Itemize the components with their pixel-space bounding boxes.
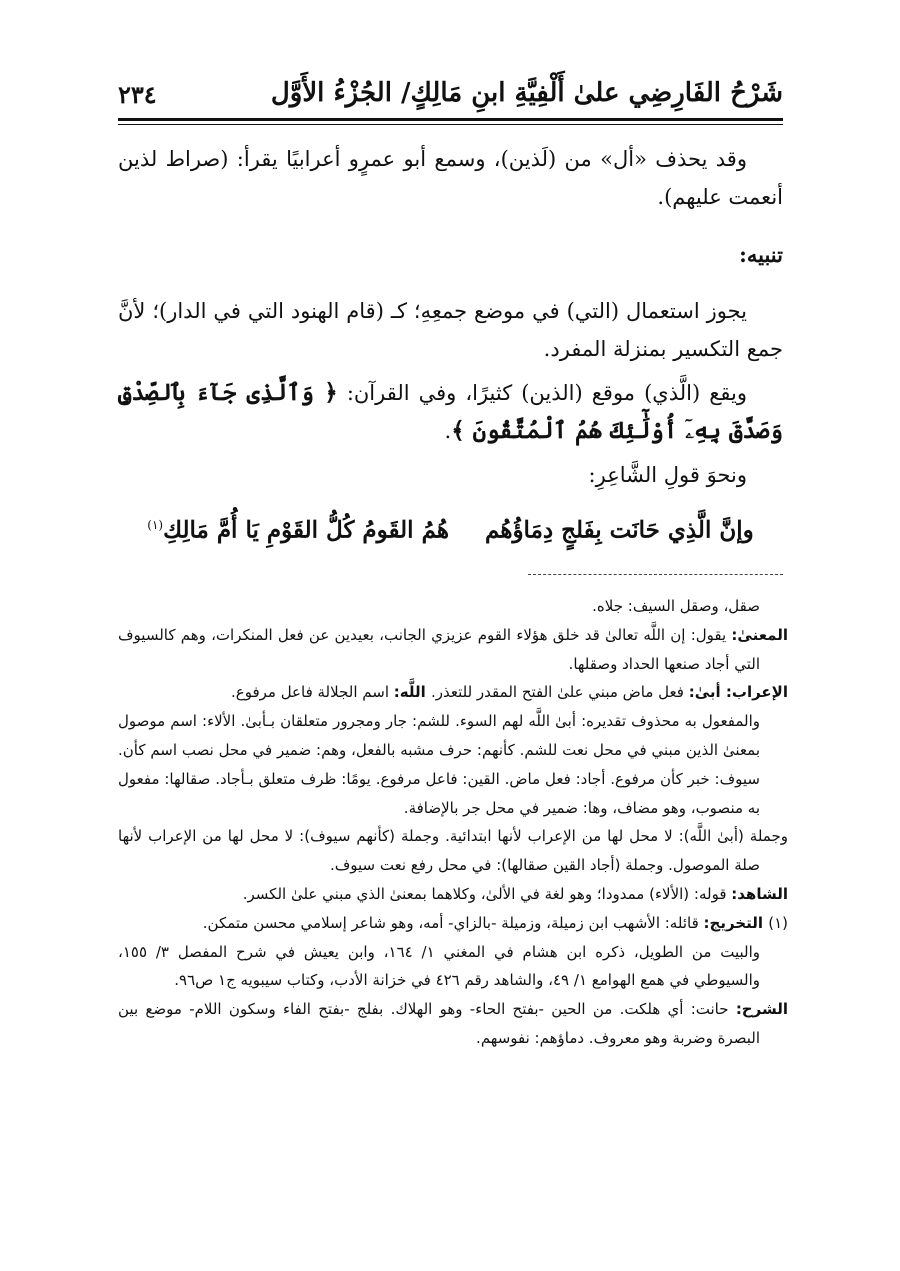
paragraph-quran — [118, 374, 783, 450]
note-label: الشاهد: — [731, 884, 788, 903]
paragraph-text: ويقع (الَّذي) موقع (الذين) كثيرًا، وفي القرآن: — [337, 381, 747, 405]
verse-second-hemistich: هُمُ القَومُ كُلُّ القَوْمِ يَا أُمَّ مَالِكِ — [163, 516, 450, 544]
footnote-number: (١) — [768, 913, 788, 932]
verse-first-hemistich: وإنَّ الَّذِي حَانَت بِفَلجٍ دِمَاؤُهُم — [485, 516, 754, 544]
footnotes — [118, 592, 788, 1053]
header-rule-thick — [118, 118, 783, 121]
note-label: الإعراب: — [725, 683, 788, 702]
note-text: قائله: الأشهب ابن زميلة، وزميلة -بالزاي- أمه، وهو شاعر إسلامي محسن متمكن. — [202, 913, 704, 932]
main-text — [118, 140, 783, 550]
note-label: التخريج: — [703, 913, 769, 932]
running-header — [118, 78, 783, 112]
paragraph: يجوز استعمال (التي) في موضع جمعِهِ؛ كـ (قام الهنود التي في الدار)؛ لأنَّ جمع التكسير بمنزلة المفرد. — [118, 299, 783, 361]
note-term: أبىٰ: — [688, 683, 726, 702]
note-parsing — [118, 678, 788, 707]
page-number: ٢٣٤ — [118, 80, 157, 109]
note-line: والمفعول به محذوف تقديره: أبىٰ اللَّه لهم السوء. للشم: جار ومجرور متعلقان بـأبىٰ. الألاء: اسم موصول بمعنىٰ الذين مبني في محل نعت للشم. كأنهم: حرف مشبه بالفعل، وهم: ضمير في محل نصب اسم كأن. سيوف: خبر كأن مرفوع. أجاد: فعل ماض. القين: فاعل مرفوع. يومًا: ظرف متعلق بـأجاد. صقالها: مفعول به منصوب، وهو مضاف، وها: ضمير في محل جر بالإضافة. — [118, 712, 760, 817]
note-label: المعنىٰ: — [731, 625, 788, 644]
note-text: قوله: (الألاء) ممدودا؛ وهو لغة في الألىٰ، وكلاهما بمعنىٰ الذي مبني علىٰ الكسر. — [242, 884, 732, 903]
note-meaning — [118, 621, 788, 679]
note-evidence — [118, 880, 788, 909]
note-text: فعل ماض مبني علىٰ الفتح المقدر للتعذر. — [430, 683, 689, 702]
header-title: شَرْحُ الفَارِضِي علىٰ أَلْفِيَّةِ ابنِ مَالِكٍ/ الجُزْءُ الأَوَّل — [270, 78, 783, 108]
poetry-verse — [118, 506, 783, 550]
paragraph: ونحوَ قولِ الشَّاعِرِ: — [588, 463, 747, 487]
note-line: وجملة (أبىٰ اللَّه): لا محل لها من الإعراب لأنها ابتدائية. وجملة (كأنهم سيوف): لا محل لها من الإعراب لأنها صلة الموصول. وجملة (أجاد القين صقالها): في محل رفع نعت سيوف. — [118, 827, 788, 875]
paragraph: وقد يحذف «أل» من (لَذين)، وسمع أبو عمرٍو أعرابيًا يقرأ: (صراط لذين أنعمت عليهم). — [118, 147, 783, 209]
note-explanation — [118, 995, 788, 1053]
quran-verse: ﴿ وَٱلَّذِى جَآءَ بِٱلصِّدْقِ وَصَدَّقَ بِهِۦٓ أُوْلَٰٓئِكَ هُمُ ٱلْمُتَّقُونَ ﴾ — [118, 379, 783, 444]
note-line: والبيت من الطويل، ذكره ابن هشام في المغني ١/ ١٦٤، وابن يعيش في شرح المفصل ٣/ ١٥٥، والسيوطي في همع الهوامع ١/ ٤٩، والشاهد رقم ٤٢٦ في خزانة الأدب، وكتاب سيبويه ج١ ص٩٦. — [118, 942, 760, 990]
note-line: صقل، وصقل السيف: جلاه. — [592, 597, 760, 615]
section-heading: تنبيه: — [739, 242, 783, 267]
note-text: اسم الجلالة فاعل مرفوع. — [230, 683, 394, 702]
paragraph-end: . — [444, 419, 452, 443]
note-text: حانت: أي هلكت. من الحين -بفتح الحاء- وهو الهلاك. بفلج -بفتح الفاء وسكون اللام- موضع بين البصرة وضربة وهو معروف. دماؤهم: نفوسهم. — [118, 1000, 760, 1047]
header-rule-thin — [118, 124, 783, 125]
note-label: الشرح: — [735, 1000, 788, 1019]
footnote-separator — [528, 574, 783, 575]
footnote-marker: (١) — [147, 518, 164, 532]
note-text: يقول: إن اللَّه تعالىٰ قد خلق هؤلاء القوم عزيزي الجانب، بعيدين عن فعل المنكرات، وهم كالسيوف التي أجاد صنعها الحداد وصقلها. — [118, 625, 760, 673]
footnote-attribution — [118, 909, 788, 938]
note-term: اللَّه: — [393, 683, 431, 702]
